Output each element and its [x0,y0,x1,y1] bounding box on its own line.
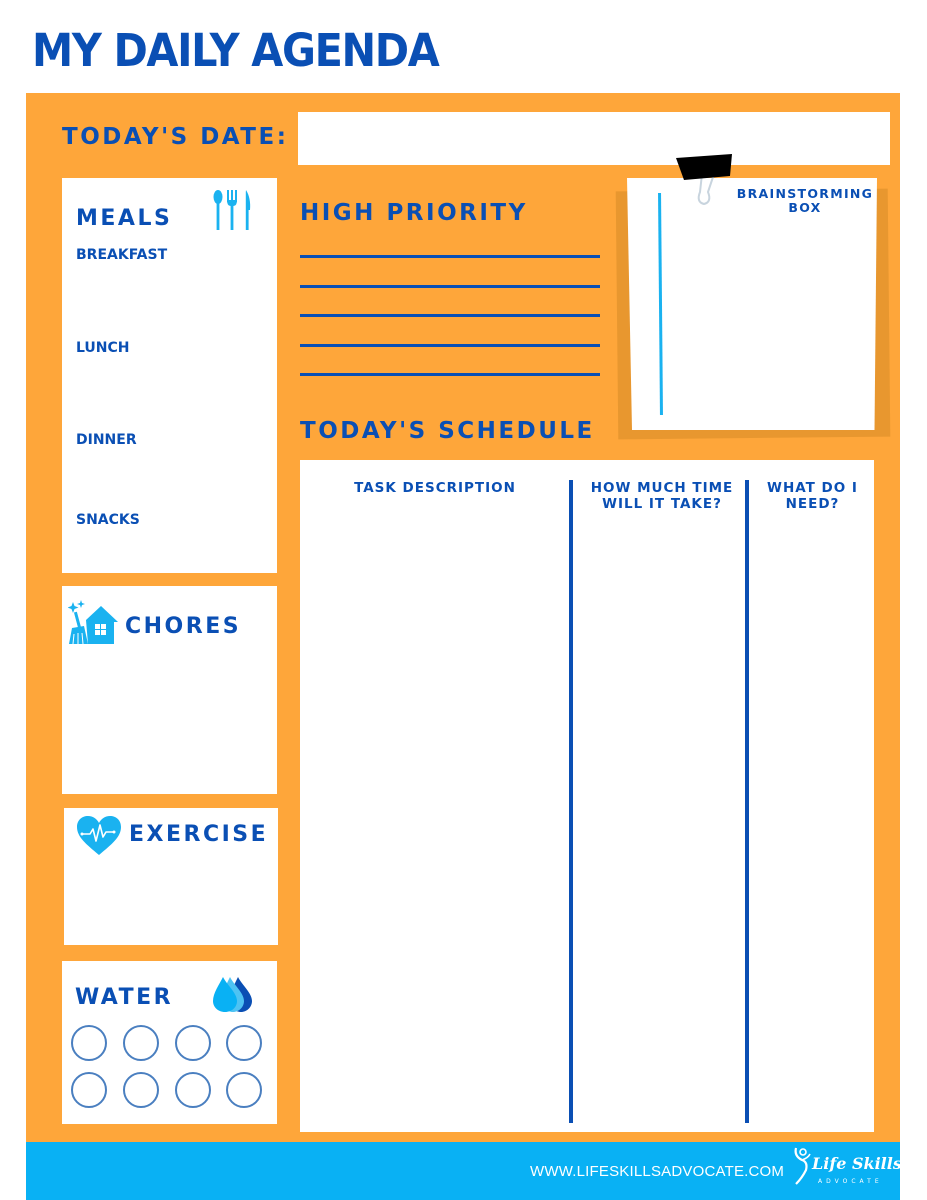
exercise-card [64,808,278,945]
meal-label-dinner: DINNER [76,432,137,448]
exercise-title: EXERCISE [129,822,269,847]
priority-line-5[interactable] [300,373,600,376]
column-header-task: TASK DESCRIPTION [354,480,516,496]
water-glass-checkbox[interactable] [226,1025,262,1061]
needs-column[interactable] [754,520,869,1125]
schedule-title: TODAY'S SCHEDULE [300,418,595,444]
brainstorming-box[interactable] [627,178,877,430]
meals-title: MEALS [76,206,173,231]
logo-text: Life Skills [812,1154,902,1173]
binder-clip-icon [674,152,736,210]
chores-card [62,586,277,794]
column-divider [745,480,749,1123]
time-estimate-column[interactable] [578,520,740,1125]
priority-line-4[interactable] [300,344,600,347]
meal-label-lunch: LUNCH [76,340,130,356]
water-glass-checkbox[interactable] [123,1025,159,1061]
exercise-field[interactable] [74,863,269,938]
priority-line-3[interactable] [300,314,600,317]
water-drops-icon [208,975,254,1013]
date-field[interactable] [298,112,890,165]
water-glass-checkbox[interactable] [175,1072,211,1108]
page-title: MY DAILY AGENDA [32,24,439,77]
water-glass-checkbox[interactable] [71,1025,107,1061]
heartbeat-icon [76,816,122,856]
chores-title: CHORES [125,614,242,639]
high-priority-title: HIGH PRIORITY [300,200,528,226]
breakfast-field[interactable] [72,266,267,336]
meal-label-breakfast: BREAKFAST [76,247,168,263]
brainstorming-title: BRAINSTORMING BOX [736,186,874,215]
website-link[interactable]: WWW.LIFESKILLSADVOCATE.COM [530,1163,785,1180]
task-description-column[interactable] [305,520,565,1125]
column-header-needs: WHAT DO I NEED? [767,480,858,512]
water-glass-checkbox[interactable] [175,1025,211,1061]
priority-line-2[interactable] [300,285,600,288]
dinner-field[interactable] [72,450,267,510]
water-card [62,961,277,1124]
utensils-icon [212,188,256,232]
person-figure-icon [792,1146,812,1186]
water-glass-checkbox[interactable] [123,1072,159,1108]
water-title: WATER [75,985,174,1010]
water-glass-checkbox[interactable] [226,1072,262,1108]
column-header-time: HOW MUCH TIME WILL IT TAKE? [590,480,734,512]
meal-label-snacks: SNACKS [76,512,140,528]
logo-subtext: ADVOCATE [818,1178,883,1185]
life-skills-logo [792,1146,902,1198]
date-label: TODAY'S DATE: [62,124,289,150]
water-glass-checkbox[interactable] [71,1072,107,1108]
column-divider [569,480,573,1123]
snacks-field[interactable] [72,530,267,568]
lunch-field[interactable] [72,358,267,428]
meals-card [62,178,277,573]
chores-field[interactable] [72,654,267,784]
priority-line-1[interactable] [300,255,600,258]
house-cleaning-icon [68,600,120,646]
